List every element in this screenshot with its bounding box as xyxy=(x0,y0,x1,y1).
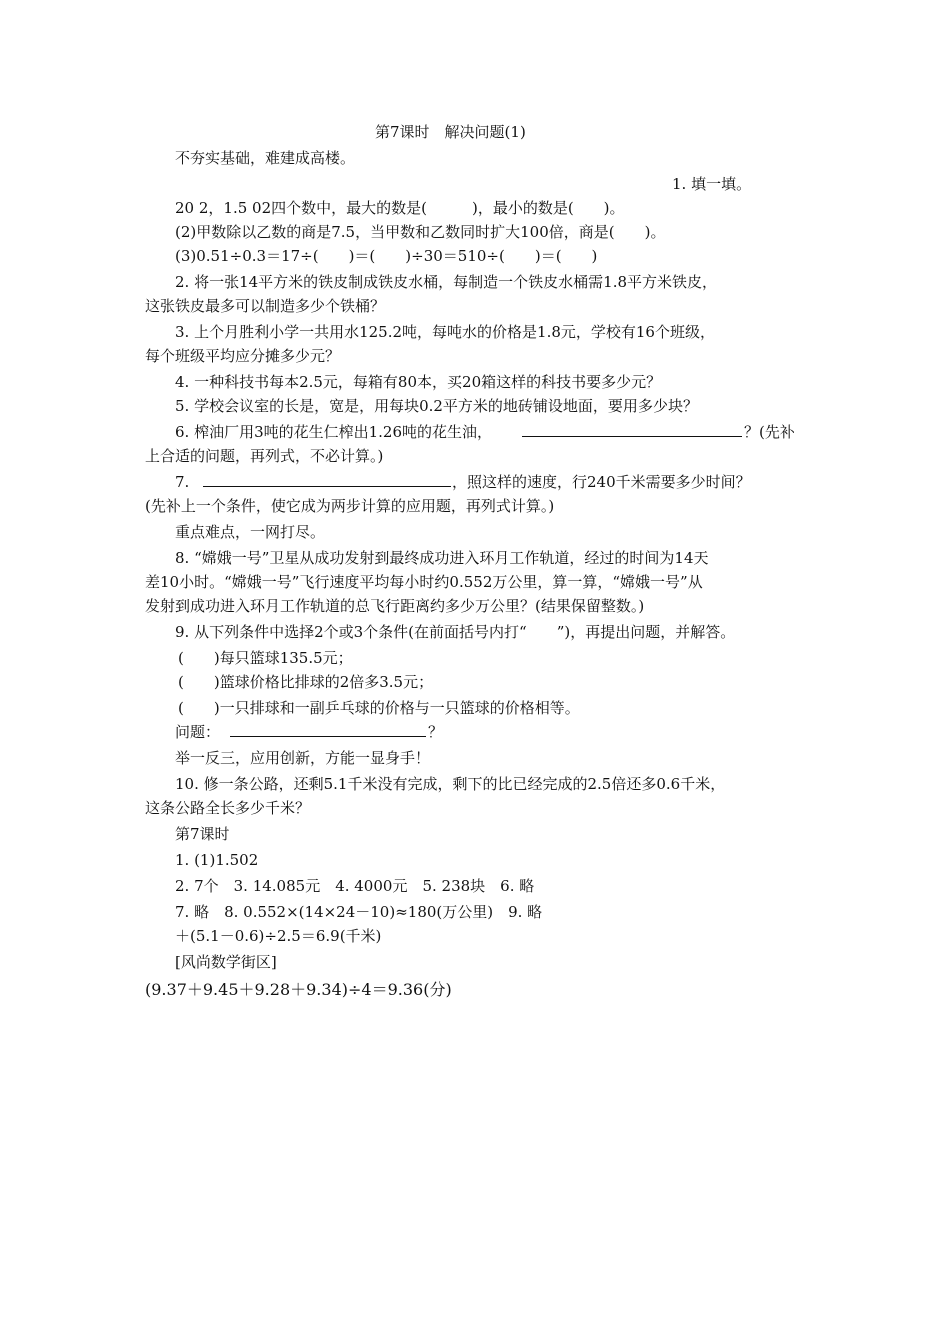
question-7-line-2: (先补上一个条件，使它成为两步计算的应用题，再列式计算。) xyxy=(145,497,555,515)
section-heading: 不夯实基础，难建成高楼。 xyxy=(175,149,356,167)
question-7-line-1: ，照这样的速度，行240千米需要多少时间？ xyxy=(452,473,751,491)
question-2-line-1: 2. 将一张14平方米的铁皮制成铁皮水桶，每制造一个铁皮水桶需1.8平方米铁皮， xyxy=(175,273,718,291)
question-10-line-2: 这条公路全长多少千米？ xyxy=(145,799,311,817)
answer-line-3: 7. 略 8. 0.552×(14×24－10)≈180(万公里) 9. 略 xyxy=(175,903,543,921)
question-8-line-1: 8. “嫦娥一号”卫星从成功发射到最终成功进入环月工作轨道，经过的时间为14天 xyxy=(175,549,709,567)
question-10-line-1: 10. 修一条公路，还剩5.1千米没有完成，剩下的比已经完成的2.5倍还多0.6千米， xyxy=(175,775,726,793)
question-9-prompt-end: ？ xyxy=(428,723,444,741)
question-9-line-1: 9. 从下列条件中选择2个或3个条件(在前面括号内打“ ”)，再提出问题，并解答。 xyxy=(175,623,736,641)
answer-line-5: (9.37＋9.45＋9.28＋9.34)÷4＝9.36(分) xyxy=(145,980,452,999)
question-1-part-3: (3)0.51÷0.3＝17÷( )＝( )÷30＝510÷( )＝( ) xyxy=(175,247,598,265)
question-1-heading: 1. 填一填。 xyxy=(672,175,752,193)
section-heading: 举一反三，应用创新，方能一显身手！ xyxy=(175,749,431,767)
question-1-part-1: 20 2，1.5 02四个数中，最大的数是( )，最小的数是( )。 xyxy=(175,199,625,217)
question-7-blank xyxy=(203,472,451,492)
section-heading: 重点难点，一网打尽。 xyxy=(175,523,326,541)
question-9-condition-3: ( )一只排球和一副乒乓球的价格与一只篮球的价格相等。 xyxy=(178,699,580,717)
answer-line-1: 1. (1)1.502 xyxy=(175,851,259,869)
question-9-condition-2: ( )篮球价格比排球的2倍多3.5元； xyxy=(178,673,434,691)
question-6-line-1-end: ？(先补 xyxy=(744,423,795,441)
question-3-line-1: 3. 上个月胜利小学一共用水125.2吨，每吨水的价格是1.8元，学校有16个班级， xyxy=(175,323,715,341)
question-9-condition-1: ( )每只篮球135.5元； xyxy=(178,649,353,667)
question-6-blank xyxy=(522,422,742,442)
question-9-blank xyxy=(230,722,426,742)
answer-heading: 第7课时 xyxy=(175,825,230,843)
question-2-line-2: 这张铁皮最多可以制造多少个铁桶？ xyxy=(145,297,386,315)
question-4: 4. 一种科技书每本2.5元，每箱有80本，买20箱这样的科技书要多少元？ xyxy=(175,373,662,391)
question-6-line-2: 上合适的问题，再列式，不必计算。) xyxy=(145,447,384,465)
answer-line-4: ＋(5.1－0.6)÷2.5＝6.9(千米) xyxy=(175,927,382,945)
answer-section-label: [风尚数学街区] xyxy=(175,953,277,971)
question-1-part-2: (2)甲数除以乙数的商是7.5，当甲数和乙数同时扩大100倍，商是( )。 xyxy=(175,223,666,241)
page-title: 第7课时 解决问题(1) xyxy=(375,123,526,141)
question-7-number: 7. xyxy=(175,473,190,491)
question-9-prompt: 问题： xyxy=(175,723,221,741)
question-8-line-2: 差10小时。“嫦娥一号”飞行速度平均每小时约0.552万公里，算一算，“嫦娥一号”从 xyxy=(145,573,703,591)
question-3-line-2: 每个班级平均应分摊多少元？ xyxy=(145,347,341,365)
question-6-line-1: 6. 榨油厂用3吨的花生仁榨出1.26吨的花生油， xyxy=(175,423,493,441)
question-8-line-3: 发射到成功进入环月工作轨道的总飞行距离约多少万公里？(结果保留整数。) xyxy=(145,597,645,615)
answer-line-2: 2. 7个 3. 14.085元 4. 4000元 5. 238块 6. 略 xyxy=(175,877,535,895)
question-5: 5. 学校会议室的长是，宽是，用每块0.2平方米的地砖铺设地面，要用多少块？ xyxy=(175,397,698,415)
